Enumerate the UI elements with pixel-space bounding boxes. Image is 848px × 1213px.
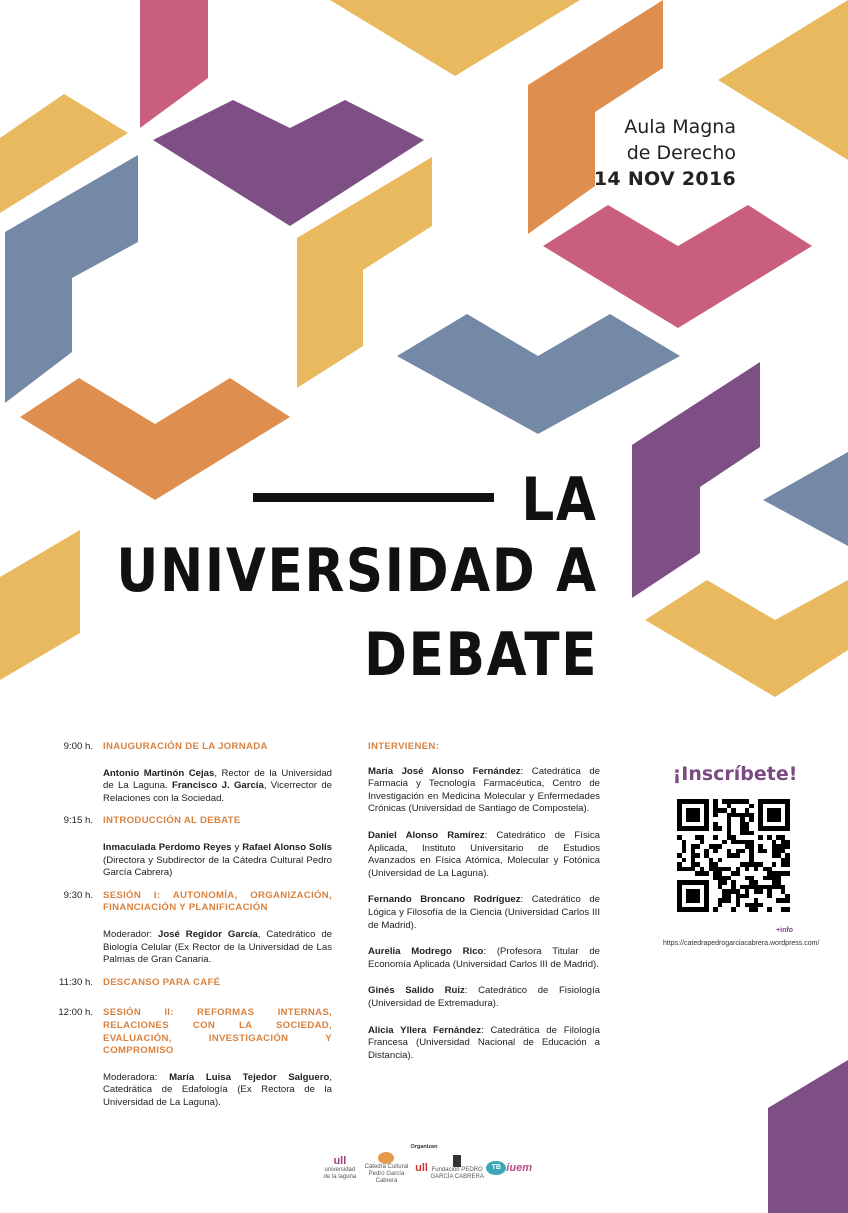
session-detail bbox=[103, 842, 332, 880]
session-title: SESIÓN II: REFORMAS INTERNAS, RELACIONES CON LA SOCIEDAD, EVALUACIÓN, INVESTIGACIÓN Y COMPROMISO bbox=[103, 1007, 332, 1057]
program-schedule bbox=[40, 741, 332, 1119]
venue-block bbox=[594, 114, 736, 192]
qr-code-pattern bbox=[677, 799, 790, 912]
person-name: Francisco J. García bbox=[171, 780, 264, 792]
speaker-description: : Catedrática de Filología Francesa (Universidad Nacional de Educación a Distancia). bbox=[368, 1024, 600, 1061]
detail-text: , Vicerrector de Relaciones con la Sociedad. bbox=[103, 780, 332, 804]
speaker-entry bbox=[368, 830, 600, 880]
yellow-shape bbox=[645, 580, 848, 697]
speaker-name: Daniel Alonso Ramírez bbox=[368, 829, 485, 841]
ull-secondary-logo: ull bbox=[415, 1162, 428, 1174]
detail-text: , Catedrático de Biología Celular (Ex Rector de la Universidad de Las Palmas de Gran Canaria. bbox=[103, 928, 333, 966]
detail-text: Moderador: bbox=[103, 928, 158, 940]
detail-text: y bbox=[231, 841, 243, 853]
schedule-item bbox=[40, 890, 332, 967]
speaker-description: : (Profesora Titular de Economía Aplicada (Universidad Carlos III de Madrid). bbox=[368, 946, 600, 970]
person-name: María Luisa Tejedor Salguero bbox=[169, 1071, 330, 1083]
purple-shape bbox=[768, 1060, 848, 1213]
blue-shape bbox=[763, 452, 848, 546]
speakers-heading: INTERVIENEN: bbox=[368, 741, 440, 752]
speaker-entry bbox=[368, 946, 600, 971]
orange-shape bbox=[20, 378, 290, 500]
schedule-item bbox=[40, 977, 332, 990]
schedule-time: 12:00 h. bbox=[58, 1007, 93, 1019]
schedule-item bbox=[40, 741, 332, 805]
purple-shape bbox=[632, 362, 760, 598]
yellow-shape bbox=[718, 0, 848, 160]
speaker-entry bbox=[368, 766, 600, 816]
person-name: Inmaculada Perdomo Reyes bbox=[103, 841, 232, 853]
schedule-item bbox=[40, 815, 332, 879]
schedule-time: 9:15 h. bbox=[63, 815, 93, 827]
speaker-list bbox=[368, 766, 600, 1063]
title-line-3: DEBATE bbox=[363, 620, 598, 690]
session-detail bbox=[103, 929, 332, 967]
organizer-logos bbox=[322, 1155, 532, 1184]
yellow-shape bbox=[0, 530, 80, 680]
building-icon bbox=[453, 1155, 461, 1167]
schedule-time: 11:30 h. bbox=[59, 976, 93, 988]
iuem-logo: iuem bbox=[506, 1162, 532, 1174]
person-name: Antonio Martinón Cejas bbox=[103, 767, 215, 779]
session-title: DESCANSO PARA CAFÉ bbox=[103, 976, 221, 988]
speaker-description: : Catedrático de Lógica y Filosofía de la Ciencia (Universidad Carlos III de Madrid). bbox=[368, 894, 601, 931]
person-name: José Regidor García bbox=[157, 928, 258, 940]
speakers-column bbox=[368, 741, 600, 1076]
organizers-label: Organizan bbox=[410, 1144, 438, 1150]
fundacion-logo: Fundación PEDRO GARCÍA CABRERA bbox=[428, 1155, 486, 1181]
venue-line2: de Derecho bbox=[626, 142, 736, 164]
schedule-item bbox=[40, 1007, 332, 1109]
speaker-name: Fernando Broncano Rodríguez bbox=[368, 894, 521, 906]
pink-shape bbox=[140, 0, 208, 128]
speaker-name: Ginés Salido Ruiz bbox=[368, 985, 465, 997]
session-title: SESIÓN I: AUTONOMÍA, ORGANIZACIÓN, FINANCIACIÓN Y PLANIFICACIÓN bbox=[103, 889, 332, 914]
speaker-name: Alicia Yllera Fernández bbox=[368, 1024, 482, 1036]
qr-code-icon[interactable] bbox=[677, 799, 790, 912]
title-rule bbox=[253, 493, 494, 502]
detail-text: (Directora y Subdirector de la Cátedra Cultural Pedro García Cabrera) bbox=[103, 854, 332, 879]
detail-text: Moderadora: bbox=[103, 1071, 170, 1083]
title-line-2: UNIVERSIDAD A bbox=[116, 536, 598, 606]
detail-text: , Rector de la Universidad de La Laguna. bbox=[103, 767, 332, 792]
title-line-1: LA bbox=[521, 465, 598, 535]
more-info-label: +info bbox=[776, 927, 793, 934]
speaker-description: : Catedrática de Farmacia y Tecnología Farmacéutica, Centro de Investigación en Medicina Molecular y Enfermedades Crónicas (Universidad de Santiago de Compostela). bbox=[368, 765, 601, 815]
catedra-logo: Cátedra Cultural Pedro García Cabrera bbox=[358, 1152, 415, 1185]
yellow-shape bbox=[330, 0, 580, 76]
catedra-logo-icon bbox=[378, 1152, 394, 1164]
venue-line1: Aula Magna bbox=[624, 116, 736, 138]
session-title: INTRODUCCIÓN AL DEBATE bbox=[103, 815, 241, 827]
info-link[interactable]: https://catedrapedrogarciacabrera.wordpress.com/ bbox=[663, 940, 820, 947]
speaker-description: : Catedrático de Física Aplicada, Instituto Universitario de Estudios Avanzados en Física Atómica, Molecular y Fotónica (Universidad de La Laguna). bbox=[368, 829, 601, 879]
speaker-entry bbox=[368, 985, 600, 1010]
session-detail bbox=[103, 1072, 332, 1110]
speaker-name: María José Alonso Fernández bbox=[368, 765, 521, 777]
person-name: Rafael Alonso Solís bbox=[242, 841, 332, 853]
detail-text: , Catedrática de Edafología (Ex Rectora de la Universidad de La Laguna). bbox=[103, 1071, 333, 1108]
speaker-entry bbox=[368, 1025, 600, 1063]
session-detail bbox=[103, 768, 332, 806]
schedule-time: 9:00 h. bbox=[63, 741, 93, 752]
event-date: 14 NOV 2016 bbox=[593, 168, 736, 190]
speaker-description: : Catedrático de Fisiología (Universidad de Extremadura). bbox=[368, 985, 601, 1009]
speaker-name: Aurelia Modrego Rico bbox=[368, 946, 484, 958]
register-heading: ¡Inscríbete! bbox=[672, 763, 798, 785]
schedule-time: 9:30 h. bbox=[63, 889, 93, 901]
blue-shape bbox=[397, 314, 680, 434]
tb-logo: TB bbox=[486, 1161, 506, 1175]
session-title: INAUGURACIÓN DE LA JORNADA bbox=[103, 741, 268, 752]
ull-logo: ull universidad de la laguna bbox=[323, 1155, 357, 1180]
pink-shape bbox=[543, 205, 812, 328]
speaker-entry bbox=[368, 894, 600, 932]
